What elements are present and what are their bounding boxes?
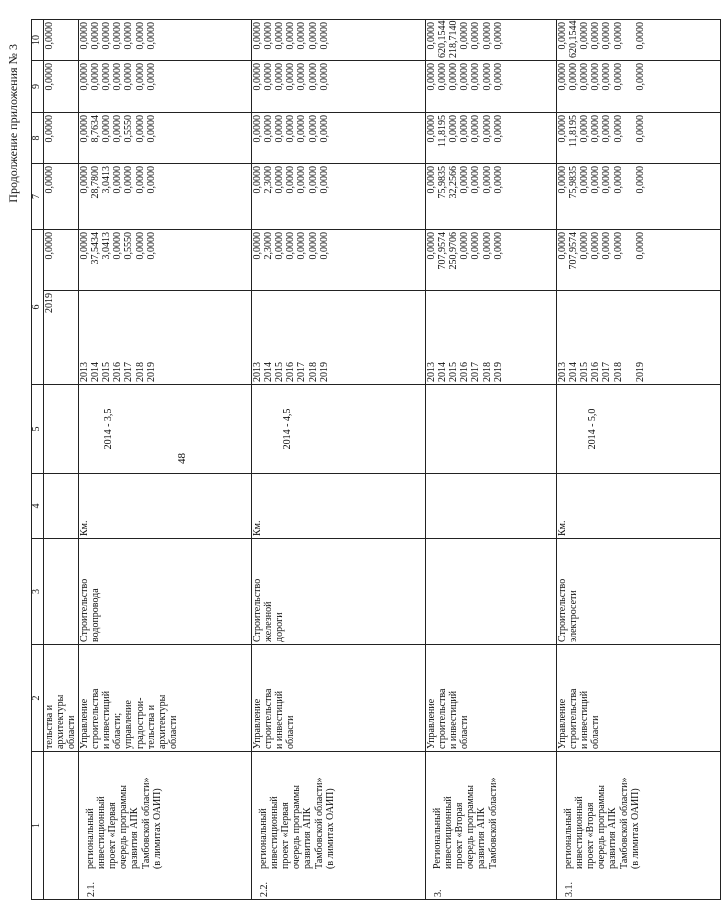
project-name: региональный инвестиционный проект «Первая очередь программы развития АПК Тамбовской области» (в лимитах ОАИП) xyxy=(84,777,163,869)
cell-total: 0,0000 xyxy=(44,230,79,291)
cell-year: 2013 2014 2015 2016 2017 2018 2019 xyxy=(78,291,251,385)
cell-name xyxy=(44,752,79,900)
cell-total: 0,0000 707,9574 250,9706 0,0000 0,0000 0,0000 0,0000 xyxy=(425,230,556,291)
cell-fed: 0,0000 75,9835 32,2566 0,0000 0,0000 0,0000 0,0000 xyxy=(425,164,556,230)
cell-capacity: 2014 - 4,5 xyxy=(251,385,425,474)
table-row xyxy=(44,20,79,900)
row-number: 3.1. xyxy=(563,882,575,897)
cell-total: 0,0000 37,5434 3,0413 0,0000 0,5550 0,0000 0,0000 xyxy=(78,230,251,291)
continuation-label: Продолжение приложения № 3 xyxy=(6,44,20,203)
cell-unit: Км. xyxy=(78,474,251,539)
cell-executor: Управление строительства и инвестиций области xyxy=(556,645,720,752)
project-name: региональный инвестиционный проект «Вторая очередь программы развития АПК Тамбовской области» (в лимитах ОАИП) xyxy=(562,777,641,869)
cell-object: Строительство электросети xyxy=(556,539,720,645)
cell-reg: 0,0000 0,0000 0,0000 0,0000 0,0000 0,0000 0,0000 xyxy=(251,113,425,164)
cell-name xyxy=(425,752,556,900)
cell-name xyxy=(251,752,425,900)
row-number: 2.2. xyxy=(258,882,270,897)
cell-local: 0,0000 0,0000 0,0000 0,0000 0,0000 0,0000 0,0000 xyxy=(251,61,425,113)
cell-local: 0,0000 0,0000 0,0000 0,0000 0,0000 0,0000 0,0000 xyxy=(425,61,556,113)
cell-year: 2013 2014 2015 2016 2017 2018 2019 xyxy=(556,291,720,385)
cell-capacity: 2014 - 5,0 xyxy=(556,385,720,474)
cell-fed: 0,0000 2,3000 0,0000 0,0000 0,0000 0,0000 0,0000 xyxy=(251,164,425,230)
header-cell: 2 xyxy=(32,645,44,752)
cell-other: 0,0000 620,1544 218,7140 0,0000 0,0000 0,0000 0,0000 xyxy=(425,20,556,61)
project-name: Региональный инвестиционный проект «Вторая очередь программы развития АПК Тамбовской области» xyxy=(431,777,499,869)
cell-year: 2013 2014 2015 2016 2017 2018 2019 xyxy=(425,291,556,385)
cell-reg: 0,0000 11,8195 0,0000 0,0000 0,0000 0,0000 0,0000 xyxy=(556,113,720,164)
cell-reg: 0,0000 8,7634 0,0000 0,0000 0,5550 0,0000 0,0000 xyxy=(78,113,251,164)
cell-executor: Управление строительства и инвестиций области xyxy=(425,645,556,752)
cell-executor: Управление строительства и инвестиций области xyxy=(251,645,425,752)
cell-object xyxy=(425,539,556,645)
cell-total: 0,0000 2,3000 0,0000 0,0000 0,0000 0,0000 0,0000 xyxy=(251,230,425,291)
budget-table xyxy=(31,19,721,900)
table-row xyxy=(425,20,556,900)
cell-executor: тельства и архитектуры области xyxy=(44,645,79,752)
project-name: региональный инвестиционный проект «Первая очередь программы развития АПК Тамбовской области» (в лимитах ОАИП) xyxy=(257,777,336,869)
cell-unit: Км. xyxy=(556,474,720,539)
header-cell: 9 xyxy=(32,61,44,113)
header-cell: 4 xyxy=(32,474,44,539)
header-cell: 7 xyxy=(32,164,44,230)
cell-other: 0,0000 0,0000 0,0000 0,0000 0,0000 0,0000 0,0000 xyxy=(78,20,251,61)
page-number: 48 xyxy=(176,453,188,464)
cell-other: 0,0000 0,0000 0,0000 0,0000 0,0000 0,0000 0,0000 xyxy=(251,20,425,61)
cell-fed: 0,0000 xyxy=(44,164,79,230)
cell-name xyxy=(556,752,720,900)
cell-year: 2019 xyxy=(44,291,79,385)
cell-reg: 0,0000 xyxy=(44,113,79,164)
cell-object xyxy=(44,539,79,645)
cell-capacity xyxy=(44,385,79,474)
cell-capacity: 2014 - 3,5 xyxy=(78,385,251,474)
header-cell: 6 xyxy=(32,230,44,385)
cell-unit: Км. xyxy=(251,474,425,539)
cell-reg: 0,0000 11,8195 0,0000 0,0000 0,0000 0,0000 0,0000 xyxy=(425,113,556,164)
cell-fed: 0,0000 75,9835 0,0000 0,0000 0,0000 0,0000 0,0000 xyxy=(556,164,720,230)
cell-other: 0,0000 620,1544 0,0000 0,0000 0,0000 0,0000 0,0000 xyxy=(556,20,720,61)
header-cell: 10 xyxy=(32,20,44,61)
header-cell: 3 xyxy=(32,539,44,645)
row-number: 2.1. xyxy=(85,882,97,897)
table-row xyxy=(556,20,720,900)
row-number: 3. xyxy=(432,889,444,897)
cell-executor: Управление строительства и инвестиций области; управление градострои- тельства и архитектуры области xyxy=(78,645,251,752)
cell-unit xyxy=(44,474,79,539)
cell-year: 2013 2014 2015 2016 2017 2018 2019 xyxy=(251,291,425,385)
cell-local: 0,0000 0,0000 0,0000 0,0000 0,0000 0,0000 0,0000 xyxy=(78,61,251,113)
cell-capacity xyxy=(425,385,556,474)
cell-object: Строительство водопровода xyxy=(78,539,251,645)
cell-unit xyxy=(425,474,556,539)
table-row xyxy=(78,20,251,900)
cell-name xyxy=(78,752,251,900)
cell-local: 0,0000 0,0000 0,0000 0,0000 0,0000 0,0000 0,0000 xyxy=(556,61,720,113)
cell-local: 0,0000 xyxy=(44,61,79,113)
cell-object: Строительство железной дороги xyxy=(251,539,425,645)
cell-other: 0,0000 xyxy=(44,20,79,61)
cell-fed: 0,0000 28,7800 3,0413 0,0000 0,0000 0,0000 0,0000 xyxy=(78,164,251,230)
header-cell: 5 xyxy=(32,385,44,474)
header-row xyxy=(32,20,44,900)
header-cell: 8 xyxy=(32,113,44,164)
table-row xyxy=(251,20,425,900)
cell-total: 0,0000 707,9574 0,0000 0,0000 0,0000 0,0000 0,0000 xyxy=(556,230,720,291)
header-cell: 1 xyxy=(32,752,44,900)
